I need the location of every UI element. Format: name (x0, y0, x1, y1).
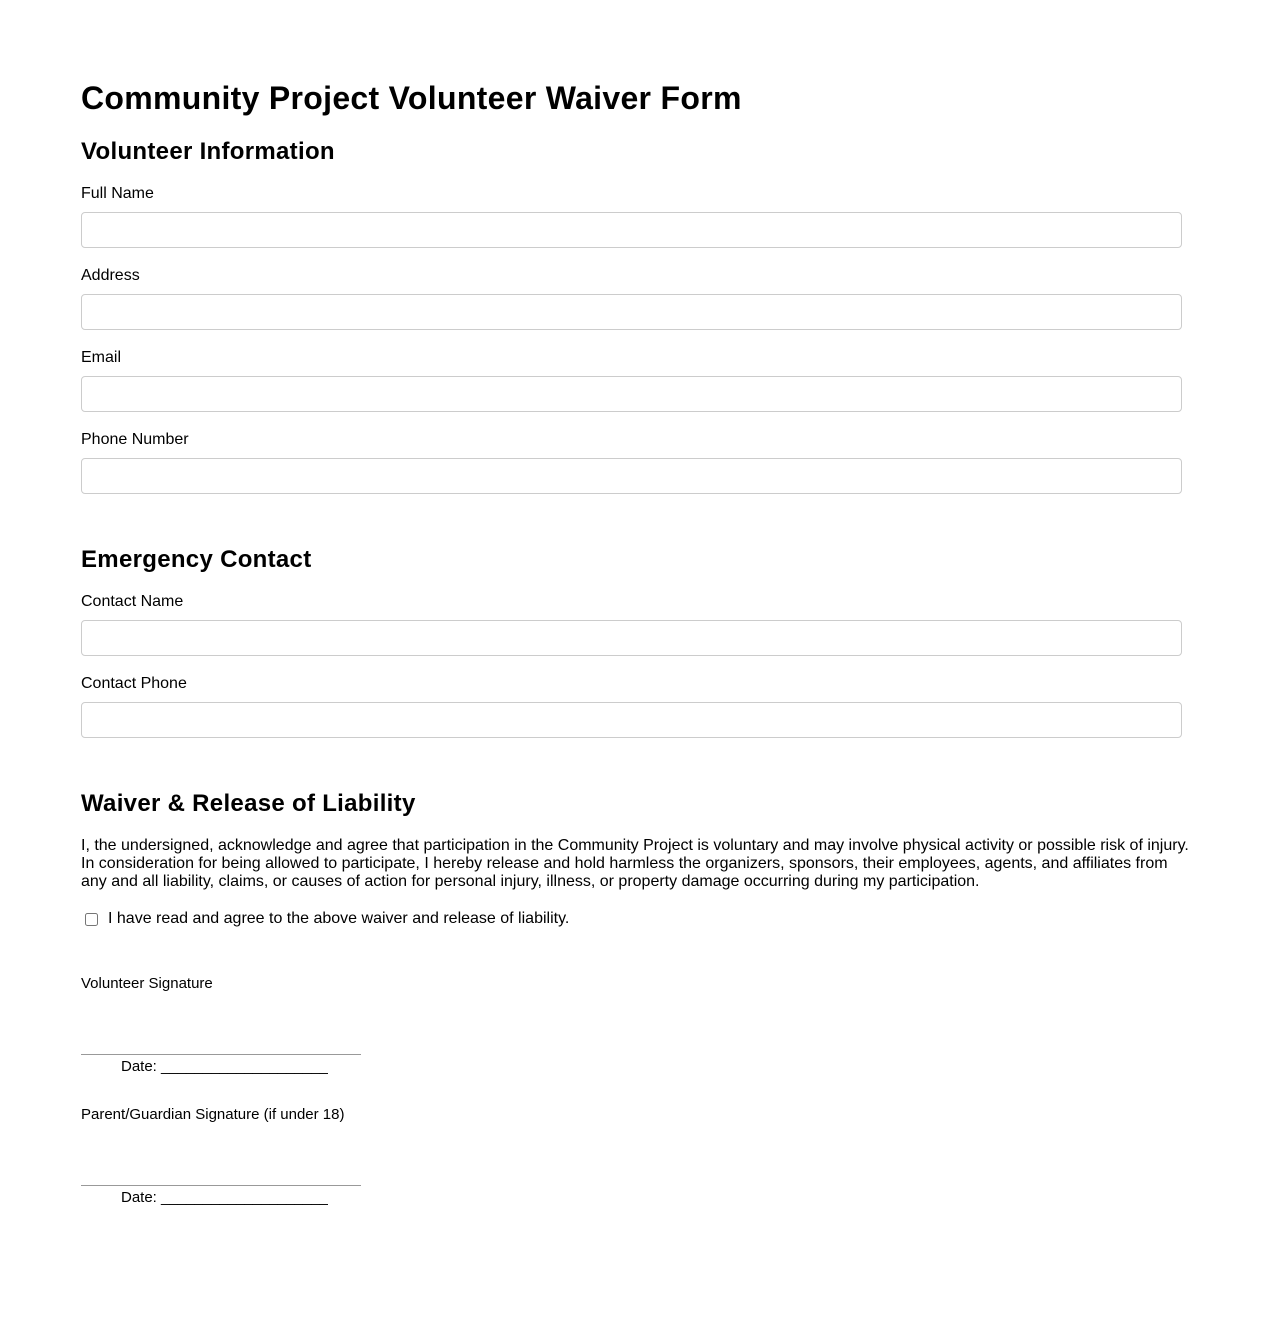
agree-checkbox[interactable] (85, 913, 98, 926)
page-title: Community Project Volunteer Waiver Form (81, 80, 742, 116)
full-name-label: Full Name (81, 185, 154, 202)
volunteer-date: Date: ____________________ (121, 1058, 328, 1075)
guardian-signature-label: Parent/Guardian Signature (if under 18) (81, 1106, 345, 1123)
full-name-input[interactable] (81, 212, 1182, 248)
emergency-contact-heading: Emergency Contact (81, 546, 312, 573)
volunteer-signature-line[interactable] (81, 1054, 361, 1055)
contact-name-input[interactable] (81, 620, 1182, 656)
phone-input[interactable] (81, 458, 1182, 494)
agree-label: I have read and agree to the above waiver and release of liability. (108, 910, 570, 927)
waiver-text: I, the undersigned, acknowledge and agree that participation in the Community Project is voluntary and may involve physical activity or possible risk of injury. In consideration for being allowed to participate, I hereby release and hold harmless the organizers, sponsors, their employees, agents, and affiliates from any and all liability, claims, or causes of action for personal injury, illness, or property damage occurring during my participation. (81, 837, 1189, 890)
agree-checkbox-row[interactable] (81, 910, 569, 928)
email-label: Email (81, 349, 122, 366)
address-input[interactable] (81, 294, 1182, 330)
volunteer-signature-label: Volunteer Signature (81, 975, 213, 992)
guardian-signature-line[interactable] (81, 1185, 361, 1186)
contact-name-label: Contact Name (81, 593, 184, 610)
address-label: Address (81, 267, 140, 284)
contact-phone-input[interactable] (81, 702, 1182, 738)
contact-phone-label: Contact Phone (81, 675, 187, 692)
guardian-date: Date: ____________________ (121, 1189, 328, 1206)
volunteer-info-heading: Volunteer Information (81, 138, 335, 165)
phone-label: Phone Number (81, 431, 189, 448)
email-input[interactable] (81, 376, 1182, 412)
waiver-heading: Waiver & Release of Liability (81, 790, 416, 817)
